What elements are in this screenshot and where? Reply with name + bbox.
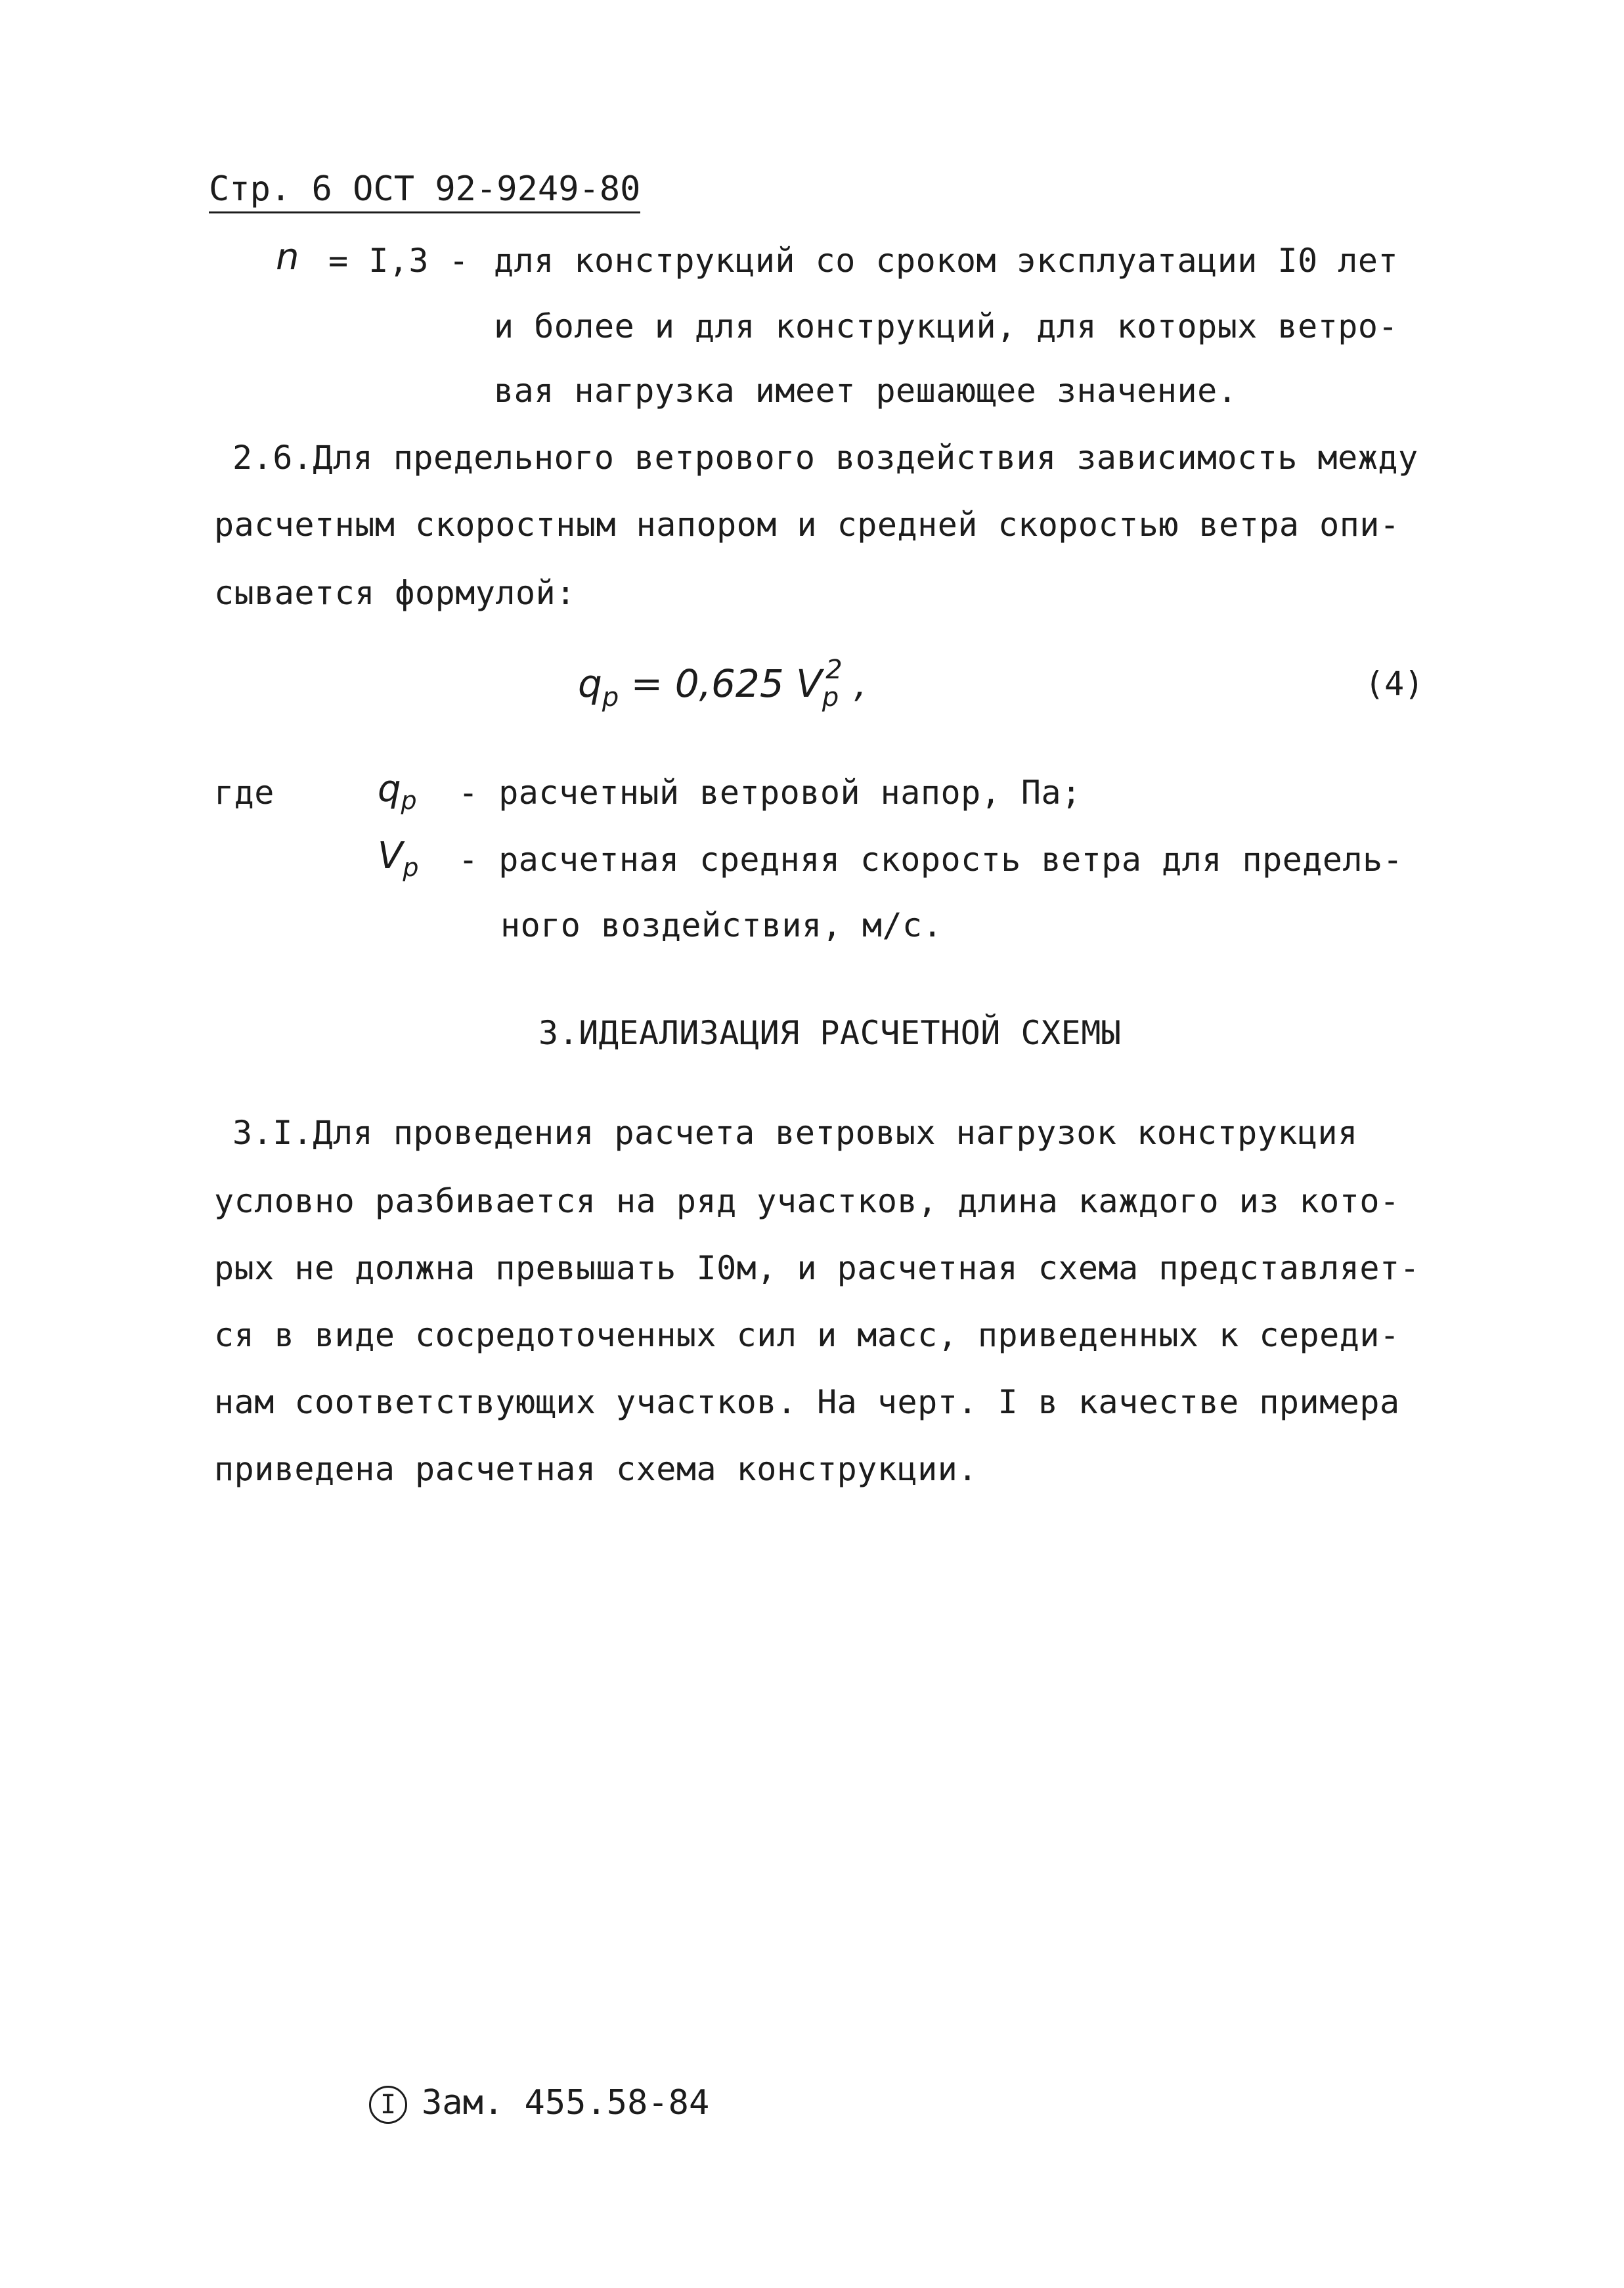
where-q-symbol: $q_p$ xyxy=(378,768,417,815)
n-clause-line-1: для конструкций со сроком эксплуатации I0 лет xyxy=(494,242,1399,280)
n-clause-line-2: и более и для конструкций, для которых ветро- xyxy=(494,307,1399,345)
para-3-1-line-5: нам соответствующих участков. На черт. I в качестве примера xyxy=(214,1383,1400,1421)
formula-v-sup: 2 xyxy=(825,655,843,685)
where-v-desc-line-1: - расчетная средняя скорость ветра для предель- xyxy=(458,841,1403,879)
formula-q-sub: p xyxy=(602,682,619,713)
n-symbol: n xyxy=(276,236,299,278)
page-header: Стр. 6 ОСТ 92-9249-80 xyxy=(209,168,640,213)
formula-rhs: = 0,625 V xyxy=(630,661,822,706)
where-v-symbol: $V_p$ xyxy=(378,835,419,882)
n-clause-line-3: вая нагрузка имеет решающее значение. xyxy=(494,372,1238,410)
para-2-6-line-1: 2.6.Для предельного ветрового воздействия зависимость между xyxy=(232,439,1418,477)
formula-v-sub: p xyxy=(822,682,839,713)
para-2-6-line-2: расчетным скоростным напором и средней скоростью ветра опи- xyxy=(214,506,1400,544)
change-note xyxy=(369,2082,709,2124)
para-3-1-line-1: 3.I.Для проведения расчета ветровых нагрузок конструкция xyxy=(232,1114,1358,1152)
circled-mark-icon: I xyxy=(369,2086,407,2124)
formula-number: (4) xyxy=(1365,665,1424,703)
para-3-1-line-2: условно разбивается на ряд участков, длина каждого из кото- xyxy=(214,1182,1400,1220)
where-q-desc: - расчетный ветровой напор, Па; xyxy=(458,774,1082,812)
para-3-1-line-4: ся в виде сосредоточенных сил и масс, приведенных к середи- xyxy=(214,1316,1400,1354)
where-v-desc-line-2: ного воздействия, м/с. xyxy=(500,906,943,944)
n-equals: = I,3 - xyxy=(328,242,470,280)
formula-tail: , xyxy=(854,661,867,706)
formula-4 xyxy=(578,647,867,720)
section-3-title: 3.ИДЕАЛИЗАЦИЯ РАСЧЕТНОЙ СХЕМЫ xyxy=(538,1014,1122,1052)
para-3-1-line-6: приведена расчетная схема конструкции. xyxy=(214,1450,978,1488)
where-label: где xyxy=(214,774,274,812)
para-2-6-line-3: сывается формулой: xyxy=(214,574,576,612)
para-3-1-line-3: рых не должна превышать I0м, и расчетная схема представляет- xyxy=(214,1249,1420,1287)
formula-q: q xyxy=(578,661,602,706)
change-note-text: Зам. 455.58-84 xyxy=(422,2083,710,2123)
